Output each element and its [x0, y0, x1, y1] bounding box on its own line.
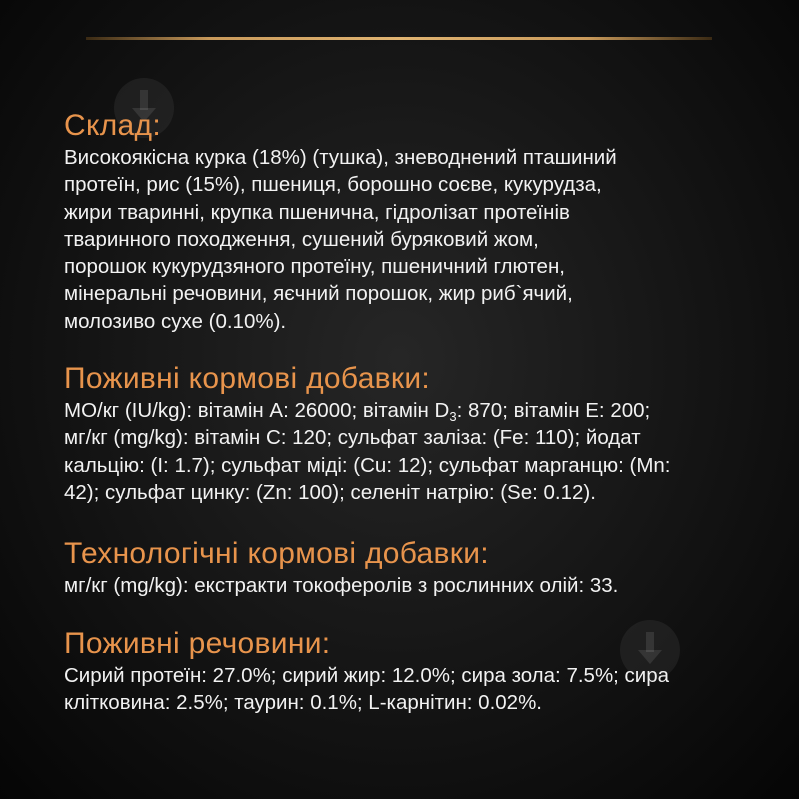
section-line: 42); сульфат цинку: (Zn: 100); селеніт натрію: (Se: 0.12).: [64, 480, 596, 504]
composition-text: [64, 108, 754, 742]
section-line: [64, 397, 754, 424]
section-heading: Поживні речовини:: [64, 626, 331, 660]
section-heading: Поживні кормові добавки:: [64, 362, 431, 396]
section-line: мг/кг (mg/kg): екстракти токоферолів з рослинних олій: 33.: [64, 574, 619, 598]
section-heading: Технологічні кормові добавки:: [64, 537, 489, 571]
line-text: МО/кг (IU/kg): вітамін А: 26000; вітамін D: [64, 399, 450, 423]
section-technological-additives: [64, 536, 754, 599]
section-nutritional-additives: [64, 361, 754, 506]
section-line: кальцію: (I: 1.7); сульфат міді: (Cu: 12); сульфат марганцю: (Mn:: [64, 453, 671, 477]
section-line: молозиво сухе (0.10%).: [64, 309, 287, 333]
section-heading: Склад:: [64, 109, 161, 142]
section-line: Сирий протеїн: 27.0%; сирий жир: 12.0%; сира зола: 7.5%; сира: [64, 663, 670, 687]
section-line: мінеральні речовини, яєчний порошок, жир риб`ячий,: [64, 282, 573, 306]
section-line: клітковина: 2.5%; таурин: 0.1%; L-карнітин: 0.02%.: [64, 690, 543, 714]
gold-divider: [86, 37, 712, 40]
section-line: мг/кг (mg/kg): вітамін С: 120; сульфат заліза: (Fe: 110); йодат: [64, 426, 641, 450]
section-line: тваринного походження, сушений буряковий жом,: [64, 227, 539, 251]
subscript: 3: [449, 409, 457, 425]
section-line: Високоякісна курка (18%) (тушка), зневоднений пташиний: [64, 146, 617, 169]
section-line: протеїн, рис (15%), пшениця, борошно соєве, кукурудза,: [64, 173, 602, 197]
section-composition: [64, 108, 754, 335]
section-line: жири тваринні, крупка пшенична, гідролізат протеїнів: [64, 200, 570, 224]
section-nutrients: [64, 626, 754, 717]
line-text: : 870; вітамін Е: 200;: [456, 399, 651, 423]
section-line: порошок кукурудзяного протеїну, пшеничний глютен,: [64, 255, 565, 279]
